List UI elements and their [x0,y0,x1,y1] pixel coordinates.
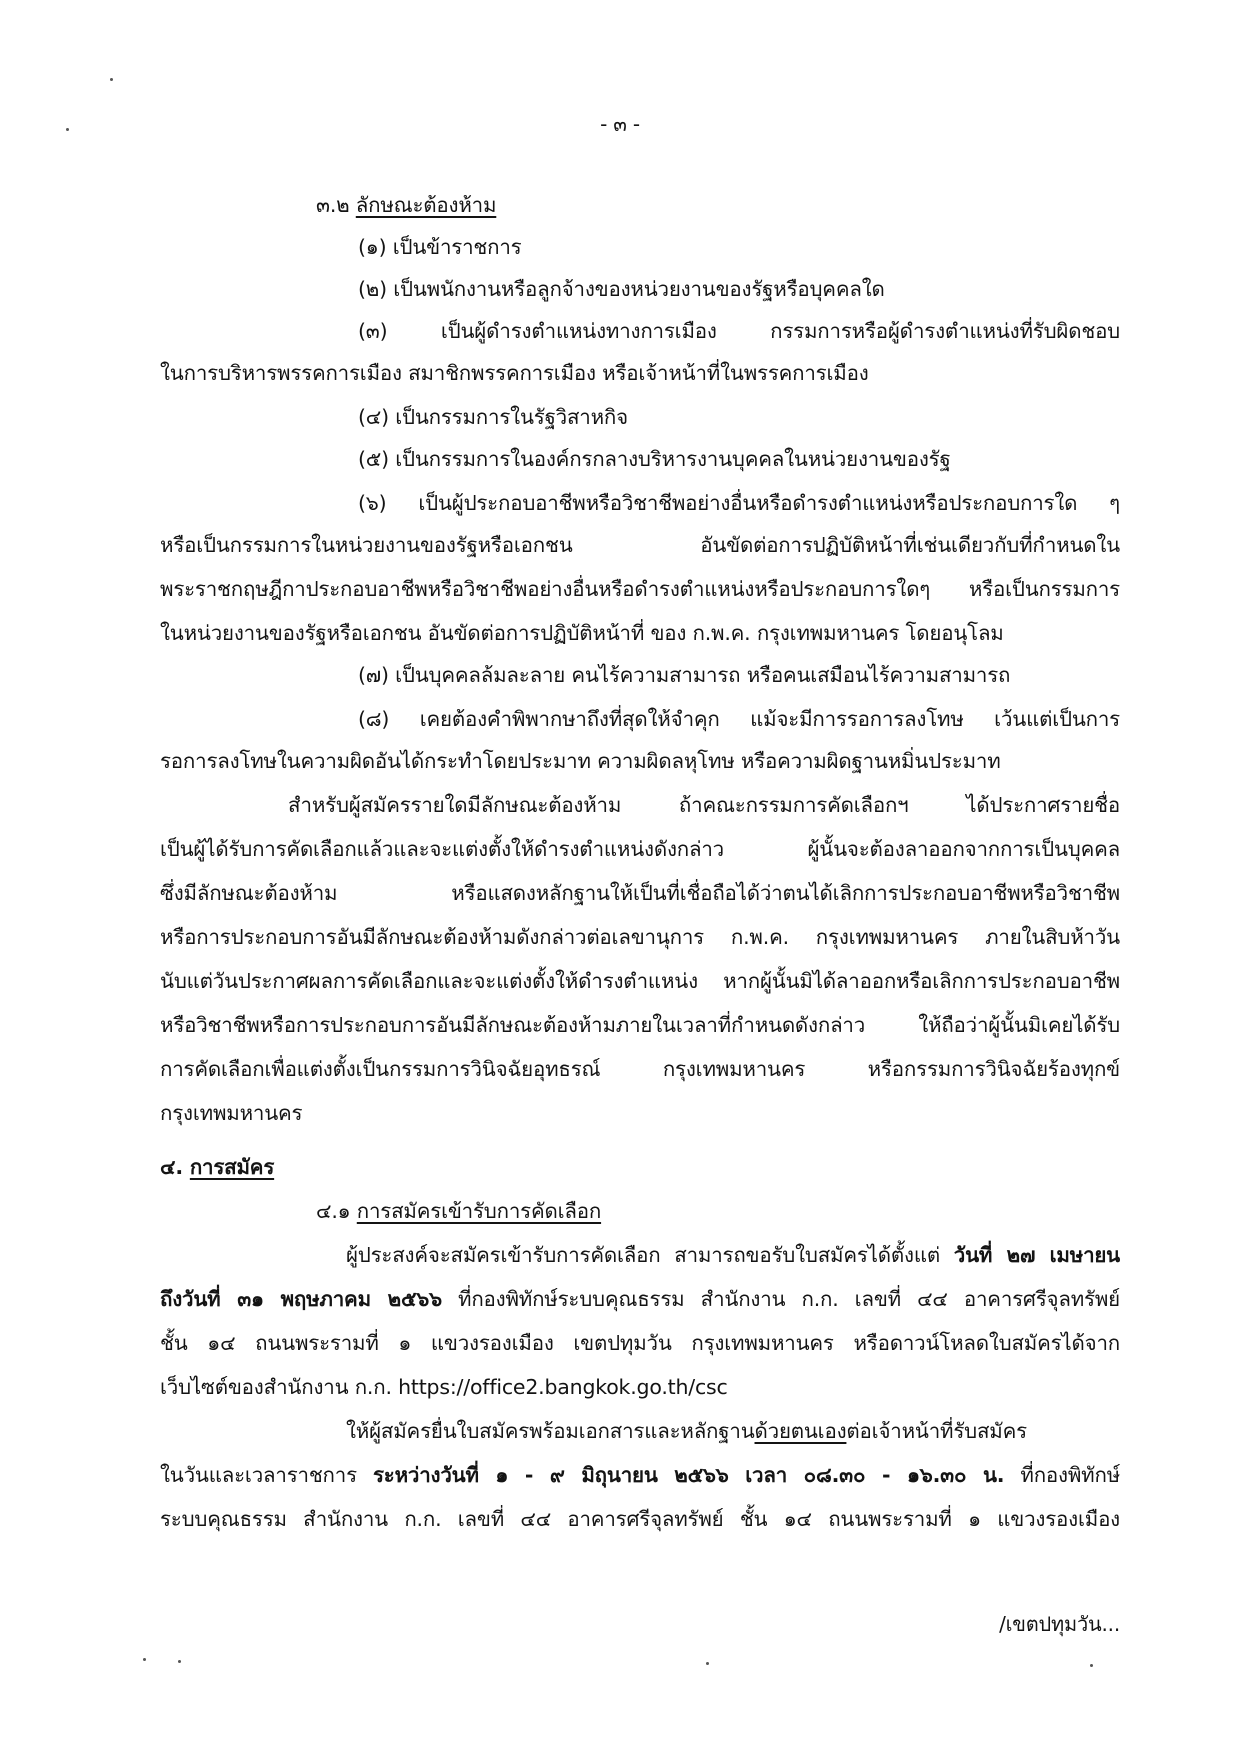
application-paragraph-line: ชั้น ๑๔ ถนนพระรามที่ ๑ แขวงรองเมือง เขตปทุมวัน กรุงเทพมหานคร หรือดาวน์โหลดใบสมัครได้จาก [160,1331,1120,1355]
paragraph-line: นับแต่วันประกาศผลการคัดเลือกและจะแต่งตั้งให้ดำรงตำแหน่ง หากผู้นั้นมิได้ลาออกหรือเลิกการประกอบอาชีพ [160,969,1120,993]
footer-continuation: /เขตปทุมวัน... [999,1612,1120,1636]
list-item: (๒) เป็นพนักงานหรือลูกจ้างของหน่วยงานของรัฐหรือบุคคลใด [358,277,885,301]
scan-speck [1090,1664,1093,1667]
list-item: (๓) เป็นผู้ดำรงตำแหน่งทางการเมือง กรรมการหรือผู้ดำรงตำแหน่งที่รับผิดชอบ [358,319,1120,343]
paragraph-line: การคัดเลือกเพื่อแต่งตั้งเป็นกรรมการวินิจฉัยอุทธรณ์ กรุงเทพมหานคร หรือกรรมการวินิจฉัยร้องทุกข์ [160,1057,1120,1081]
submission-paragraph-line: ในวันและเวลาราชการ ระหว่างวันที่ ๑ - ๙ มิถุนายน ๒๕๖๖ เวลา ๐๘.๓๐ - ๑๖.๓๐ น. ที่กองพิทักษ์ [160,1463,1121,1487]
section-4-1-heading [316,1196,601,1226]
paragraph-line: ซึ่งมีลักษณะต้องห้าม หรือแสดงหลักฐานให้เป็นที่เชื่อถือได้ว่าตนได้เลิกการประกอบอาชีพหรือวิชาชีพ [160,881,1120,905]
list-item-continuation: รอการลงโทษในความผิดอันได้กระทำโดยประมาท ความผิดลหุโทษ หรือความผิดฐานหมิ่นประมาท [160,749,1001,773]
paragraph-line: เป็นผู้ได้รับการคัดเลือกแล้วและจะแต่งตั้งให้ดำรงตำแหน่งดังกล่าว ผู้นั้นจะต้องลาออกจากการเป็นบุคคล [160,837,1120,861]
list-item: (๑) เป็นข้าราชการ [358,235,522,259]
scan-speck [66,128,69,131]
section-4-1-title: การสมัครเข้ารับการคัดเลือก [356,1199,602,1223]
list-item: (๕) เป็นกรรมการในองค์กรกลางบริหารงานบุคคลในหน่วยงานของรัฐ [358,447,951,471]
application-paragraph-line: เว็บไซต์ของสำนักงาน ก.ก. https://office2.bangkok.go.th/csc [160,1375,728,1399]
paragraph-line: สำหรับผู้สมัครรายใดมีลักษณะต้องห้าม ถ้าคณะกรรมการคัดเลือกฯ ได้ประกาศรายชื่อ [288,793,1120,817]
section-3-2-heading [316,190,496,220]
scan-speck [110,78,113,81]
list-item-continuation: พระราชกฤษฎีกาประกอบอาชีพหรือวิชาชีพอย่างอื่นหรือดำรงตำแหน่งหรือประกอบการใดๆ หรือเป็นกรรมการ [160,577,1120,601]
paragraph-line: หรือวิชาชีพหรือการประกอบการอันมีลักษณะต้องห้ามภายในเวลาที่กำหนดดังกล่าว ให้ถือว่าผู้นั้นมิเคยได้รับ [160,1013,1120,1037]
application-paragraph-line: ถึงวันที่ ๓๑ พฤษภาคม ๒๕๖๖ ที่กองพิทักษ์ระบบคุณธรรม สำนักงาน ก.ก. เลขที่ ๔๔ อาคารศรีจุลทรัพย์ [160,1287,1120,1311]
list-item: (๘) เคยต้องคำพิพากษาถึงที่สุดให้จำคุก แม้จะมีการรอการลงโทษ เว้นแต่เป็นการ [358,707,1120,731]
section-4-title: การสมัคร [189,1155,275,1179]
section-3-2-title: ลักษณะต้องห้าม [355,193,497,217]
application-paragraph-line: ผู้ประสงค์จะสมัครเข้ารับการคัดเลือก สามารถขอรับใบสมัครได้ตั้งแต่ วันที่ ๒๗ เมษายน [346,1243,1120,1267]
section-4-heading [160,1152,274,1182]
section-3-2-number: ๓.๒ [316,193,350,217]
submission-paragraph-line: ระบบคุณธรรม สำนักงาน ก.ก. เลขที่ ๔๔ อาคารศรีจุลทรัพย์ ชั้น ๑๔ ถนนพระรามที่ ๑ แขวงรองเมือง [160,1507,1120,1531]
list-item-continuation: ในการบริหารพรรคการเมือง สมาชิกพรรคการเมือง หรือเจ้าหน้าที่ในพรรคการเมือง [160,361,869,385]
list-item-continuation: ในหน่วยงานของรัฐหรือเอกชน อันขัดต่อการปฏิบัติหน้าที่ ของ ก.พ.ค. กรุงเทพมหานคร โดยอนุโลม [160,621,1004,645]
paragraph-line: หรือการประกอบการอันมีลักษณะต้องห้ามดังกล่าวต่อเลขานุการ ก.พ.ค. กรุงเทพมหานคร ภายในสิบห้าวัน [160,925,1120,949]
submission-paragraph-line: ให้ผู้สมัครยื่นใบสมัครพร้อมเอกสารและหลักฐานด้วยตนเองต่อเจ้าหน้าที่รับสมัคร [346,1419,1027,1443]
list-item: (๖) เป็นผู้ประกอบอาชีพหรือวิชาชีพอย่างอื่นหรือดำรงตำแหน่งหรือประกอบการใด ๆ [358,491,1120,515]
scan-speck [178,1660,181,1663]
section-4-1-number: ๔.๑ [316,1199,351,1223]
page-number: - ๓ - [600,112,640,136]
scan-speck [706,1662,709,1665]
list-item-continuation: หรือเป็นกรรมการในหน่วยงานของรัฐหรือเอกชน อันขัดต่อการปฏิบัติหน้าที่เช่นเดียวกับที่กำหนดใน [160,533,1120,557]
scan-speck [143,1658,146,1661]
list-item: (๔) เป็นกรรมการในรัฐวิสาหกิจ [358,405,628,429]
paragraph-line: กรุงเทพมหานคร [160,1101,303,1125]
list-item: (๗) เป็นบุคคลล้มละลาย คนไร้ความสามารถ หรือคนเสมือนไร้ความสามารถ [358,663,1011,687]
section-4-number: ๔. [160,1155,183,1179]
